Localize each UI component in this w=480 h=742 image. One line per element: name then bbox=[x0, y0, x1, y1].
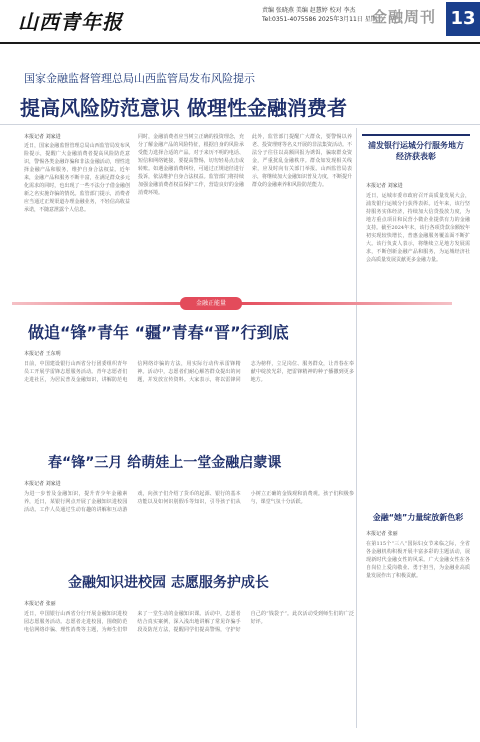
banner-tag: 金融正能量 bbox=[180, 297, 242, 310]
newspaper-logo: 山西青年报 bbox=[18, 10, 123, 34]
story3-byline: 本报记者 刘家进 bbox=[24, 481, 61, 487]
column-rule bbox=[356, 128, 357, 728]
story2-byline: 本报记者 王东明 bbox=[24, 351, 61, 357]
contact-date: Tel:0351-4075586 2025年3月11日 星期二 bbox=[262, 16, 383, 23]
lead-headline: 提高风险防范意识 做理性金融消费者 bbox=[20, 96, 347, 120]
sidebar-second-headline: 金融“她”力量绽放新色彩 bbox=[372, 513, 464, 522]
section-banner bbox=[12, 297, 452, 309]
story3-headline: 春“锋”三月 给萌娃上一堂金融启蒙课 bbox=[48, 455, 282, 471]
story4-headline: 金融知识进校园 志愿服务护成长 bbox=[68, 575, 269, 591]
section-title: 金融周刊 bbox=[372, 8, 437, 26]
sidebar-byline: 本报记者 刘家进 bbox=[366, 183, 403, 189]
story2-headline: 做追“锋”青年 “疆”青春“晋”行到底 bbox=[28, 323, 289, 342]
sidebar-headline-box bbox=[362, 134, 470, 162]
sidebar-second-byline: 本报记者 张丽 bbox=[366, 531, 398, 537]
editor-credits: 责编 张晓燕 美编 赵慧婷 校对 李杰 bbox=[262, 7, 356, 14]
masthead-meta bbox=[262, 6, 383, 24]
lead-body-col1: 近日，国家金融监督管理总局山西监管局发布风险提示，提醒广大金融消费者提高风险防范意识，警惕各类金融诈骗和非法金融活动，理性选择金融产品和服务，维护自身合法权益。近年来，金融产品和服务不断丰富，在满足群众多元化需求的同时，也出现了一些不法分子借金融创新之名实施诈骗的情况。监管部门提示，消费者应当通过正规渠道办理金融业务，不轻信高收益承诺，不随意泄露个人信息。 bbox=[24, 143, 130, 213]
lead-body-col3: 此外，监管部门提醒广大群众，要警惕以养老、投资理财等名义开展的非法集资活动。不法分子往往以高额回报为诱饵，骗取群众资金，严重扰乱金融秩序。群众如发现相关线索，应及时向有关部门举报。山西监管局表示，将继续加大金融知识普及力度，不断提升群众的金融素养和风险防范能力。 bbox=[252, 134, 352, 188]
page-number: 13 bbox=[446, 2, 480, 36]
lead-byline: 本报记者 刘家进 bbox=[24, 134, 61, 140]
story2-body: 日前，中国建设银行山西省分行团委组织青年员工开展学雷锋志愿服务活动。青年志愿者们走进社区，为居民普及金融知识，讲解防范电信网络诈骗的方法，用实际行动传承雷锋精神。活动中，志愿者们耐心解答群众提出的问题，并发放宣传资料。大家表示，将以雷锋同志为榜样，立足岗位、服务群众，让青春在奉献中绽放光彩，把雷锋精神的种子播撒到更多地方。 bbox=[24, 361, 354, 383]
sidebar-second-body: 在第115个“三八”国际妇女节来临之际，全省各金融机构积极开展丰富多彩的主题活动，展现新时代金融女性的风采。广大金融女性在各自岗位上爱岗敬业、勇于担当，为金融业高质量发展作出了积极贡献。 bbox=[366, 541, 470, 579]
lead-kicker: 国家金融监督管理总局山西监管局发布风险提示 bbox=[24, 72, 255, 85]
story4-body: 近日，中国银行山西省分行开展金融知识进校园志愿服务活动。志愿者走进校园，围绕防范电信网络诈骗、理性消费等主题，为师生们带来了一堂生动的金融知识课。活动中，志愿者结合真实案例，深入浅出地讲解了常见诈骗手段及防范方法，提醒同学们提高警惕，守护好自己的“钱袋子”。此次活动受到师生们的广泛好评。 bbox=[24, 611, 354, 633]
story4-byline: 本报记者 张丽 bbox=[24, 601, 56, 607]
sidebar-headline: 浦发银行运城分行服务地方经济获表彰 bbox=[368, 141, 464, 161]
story3-body: 为进一步普及金融知识，提升青少年金融素养，近日，某银行网点开展了金融知识进校园活动。工作人员通过生动有趣的讲解和互动游戏，向孩子们介绍了货币的起源、银行的基本功能以及如何识别假币等知识，引导孩子们从小树立正确的金钱观和消费观。孩子们积极参与，课堂气氛十分活跃。 bbox=[24, 491, 354, 513]
lead-body-col2: 同时，金融消费者应当树立正确的投资理念，充分了解金融产品的风险特征，根据自身的风险承受能力选择合适的产品。对于来历不明的电话、短信和网络链接，要提高警惕，切勿轻易点击或转账。如遇金融消费纠纷，可通过正规途径进行投诉，依法维护自身合法权益。监管部门将持续加强金融消费者权益保护工作，营造良好的金融消费环境。 bbox=[138, 134, 244, 196]
sidebar-body: 近日，运城市委市政府召开高质量发展大会，浦发银行运城分行获得表彰。近年来，该行坚持服务实体经济，持续加大信贷投放力度，为地方重点项目和民营小微企业提供有力的金融支持。截至2024年末，该行各项贷款余额较年初实现较快增长，普惠金融服务覆盖面不断扩大。该行负责人表示，将继续立足地方发展需求，不断创新金融产品和服务，为运城经济社会高质量发展贡献更多金融力量。 bbox=[366, 193, 470, 263]
divider bbox=[0, 124, 480, 125]
masthead bbox=[0, 0, 480, 44]
